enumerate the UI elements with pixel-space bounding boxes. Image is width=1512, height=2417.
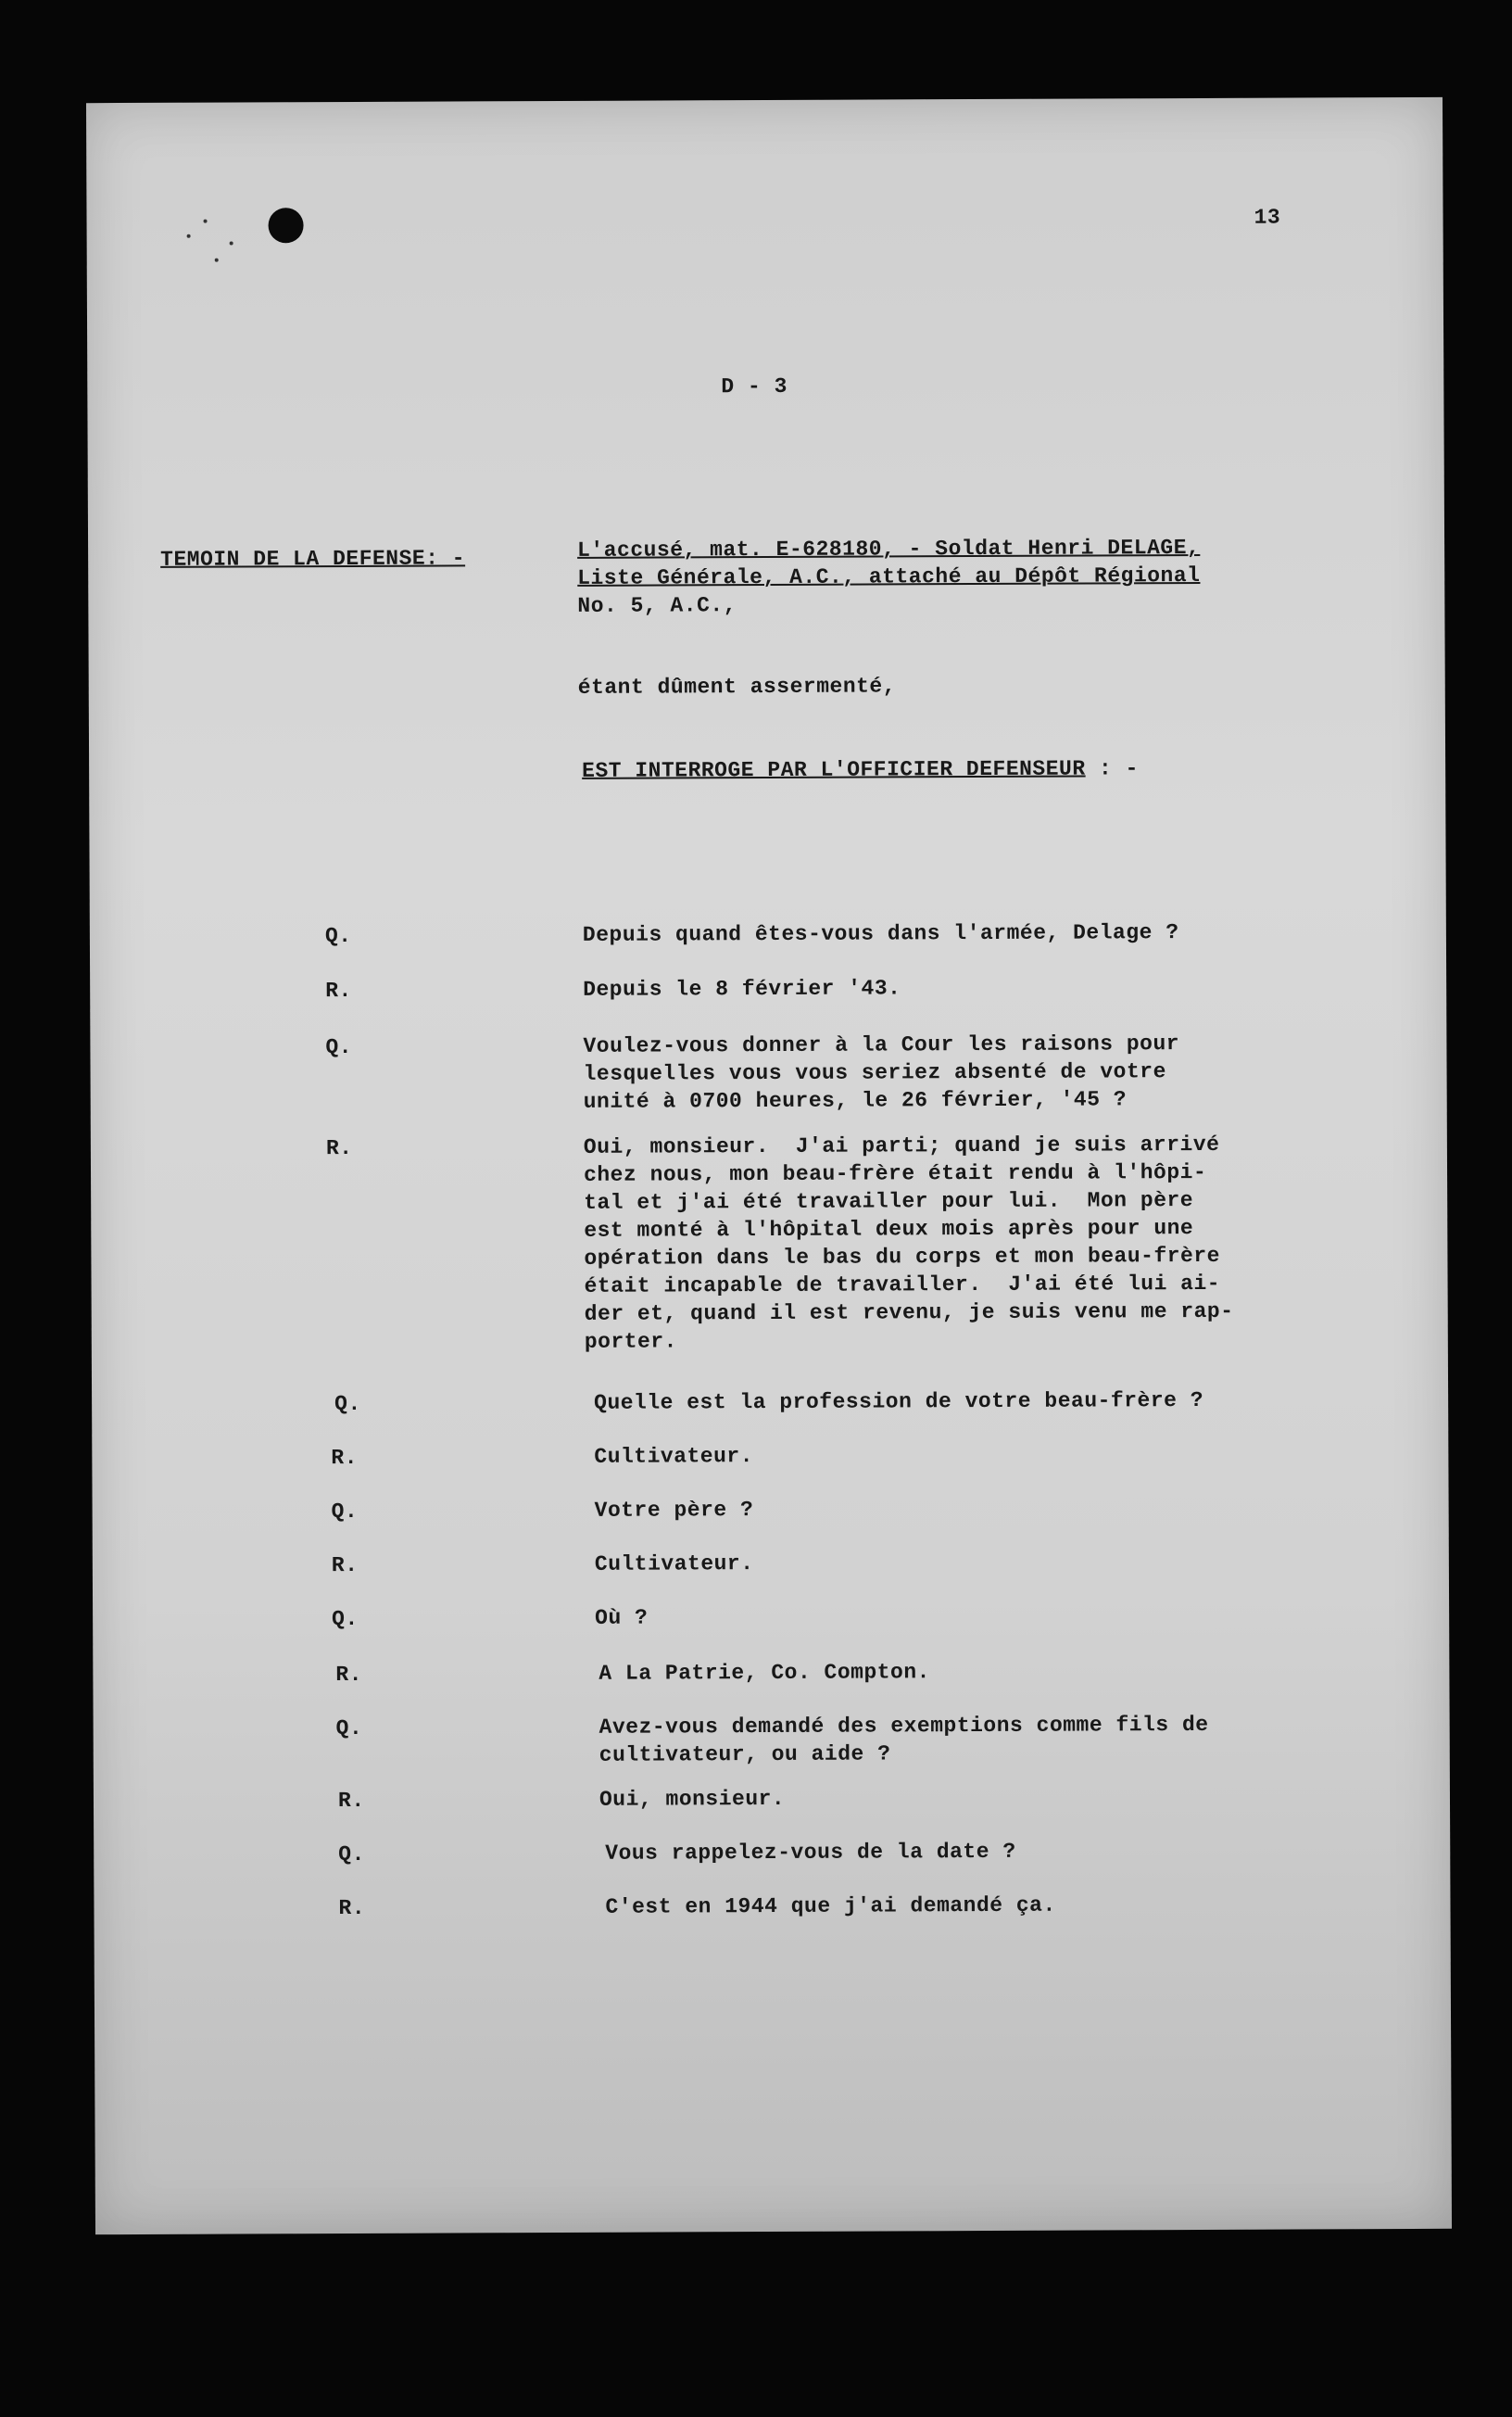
question-label: Q. [334,1391,361,1417]
punch-hole-icon [268,208,303,243]
question-label: Q. [338,1841,365,1867]
response-text-line: opération dans le bas du corps et mon beau-frère [584,1243,1220,1271]
response-label: R. [331,1552,359,1578]
question-text-line: unité à 0700 heures, le 26 février, '45 ? [583,1087,1128,1114]
response-text-line: Oui, monsieur. [598,1786,786,1812]
response-label: R. [338,1895,366,1921]
question-label: Q. [335,1715,363,1741]
speck [187,234,191,238]
response-label: R. [331,1445,359,1471]
response-text-line: Cultivateur. [594,1444,754,1469]
response-text-line: Oui, monsieur. J'ai parti; quand je suis arrivé [583,1132,1220,1159]
response-label: R. [337,1788,365,1814]
question-text-line: Avez-vous demandé des exemptions comme fils de [598,1712,1209,1740]
question-text-line: cultivateur, ou aide ? [598,1741,891,1767]
document-page [86,97,1452,2234]
examination-heading-text: EST INTERROGE PAR L'OFFICIER DEFENSEUR [582,756,1086,783]
question-text-line: Depuis quand êtes-vous dans l'armée, Delage ? [582,920,1179,947]
response-text-line: der et, quand il est revenu, je suis venu me rap- [584,1298,1234,1326]
examination-heading [582,754,1139,785]
question-label: Q. [331,1499,359,1525]
exhibit-code: D - 3 [721,373,788,399]
question-text-line: lesquelles vous vous seriez absenté de votre [583,1059,1166,1086]
question-text-line: Voulez-vous donner à la Cour les raisons pour [583,1031,1180,1058]
response-text-line: Cultivateur. [594,1551,754,1576]
question-text-line: Votre père ? [594,1498,754,1523]
page-number: 13 [1254,205,1281,230]
response-text-line: porter. [584,1329,678,1354]
examination-heading-suffix: : - [1085,756,1139,781]
response-text-line: tal et j'ai été travailler pour lui. Mon père [584,1188,1194,1215]
response-text-line: est monté à l'hôpital deux mois après pour une [584,1216,1194,1243]
response-text-line: C'est en 1944 que j'ai demandé ça. [605,1892,1056,1919]
response-label: R. [335,1662,363,1688]
witness-line-3: No. 5, A.C., [577,593,737,618]
sworn-statement: étant dûment assermenté, [577,674,897,700]
response-text-line: était incapable de travailler. J'ai été lui ai- [584,1271,1221,1298]
question-text-line: Où ? [595,1605,649,1630]
question-label: Q. [324,923,352,949]
witness-line-2 [577,562,1200,592]
speck [230,242,233,246]
speck [215,259,219,262]
question-label: Q. [325,1034,353,1060]
witness-line-2-text: Liste Générale, A.C., attaché au Dépôt Régional [577,563,1201,590]
question-text-line: Quelle est la profession de votre beau-frère ? [594,1387,1204,1415]
question-label: Q. [332,1606,359,1632]
response-text-line: Depuis le 8 février '43. [583,976,901,1002]
response-label: R. [325,978,352,1004]
question-text-line: Vous rappelez-vous de la date ? [605,1839,1016,1866]
speck [204,220,208,223]
response-text-line: A La Patrie, Co. Compton. [598,1660,931,1686]
witness-label: TEMOIN DE LA DEFENSE: - [160,546,466,572]
response-text-line: chez nous, mon beau-frère était rendu à l'hôpi- [583,1159,1207,1187]
witness-line-1 [577,534,1200,564]
witness-line-1-text: L'accusé, mat. E-628180, - Soldat Henri DELAGE, [577,535,1201,563]
response-label: R. [325,1135,353,1161]
